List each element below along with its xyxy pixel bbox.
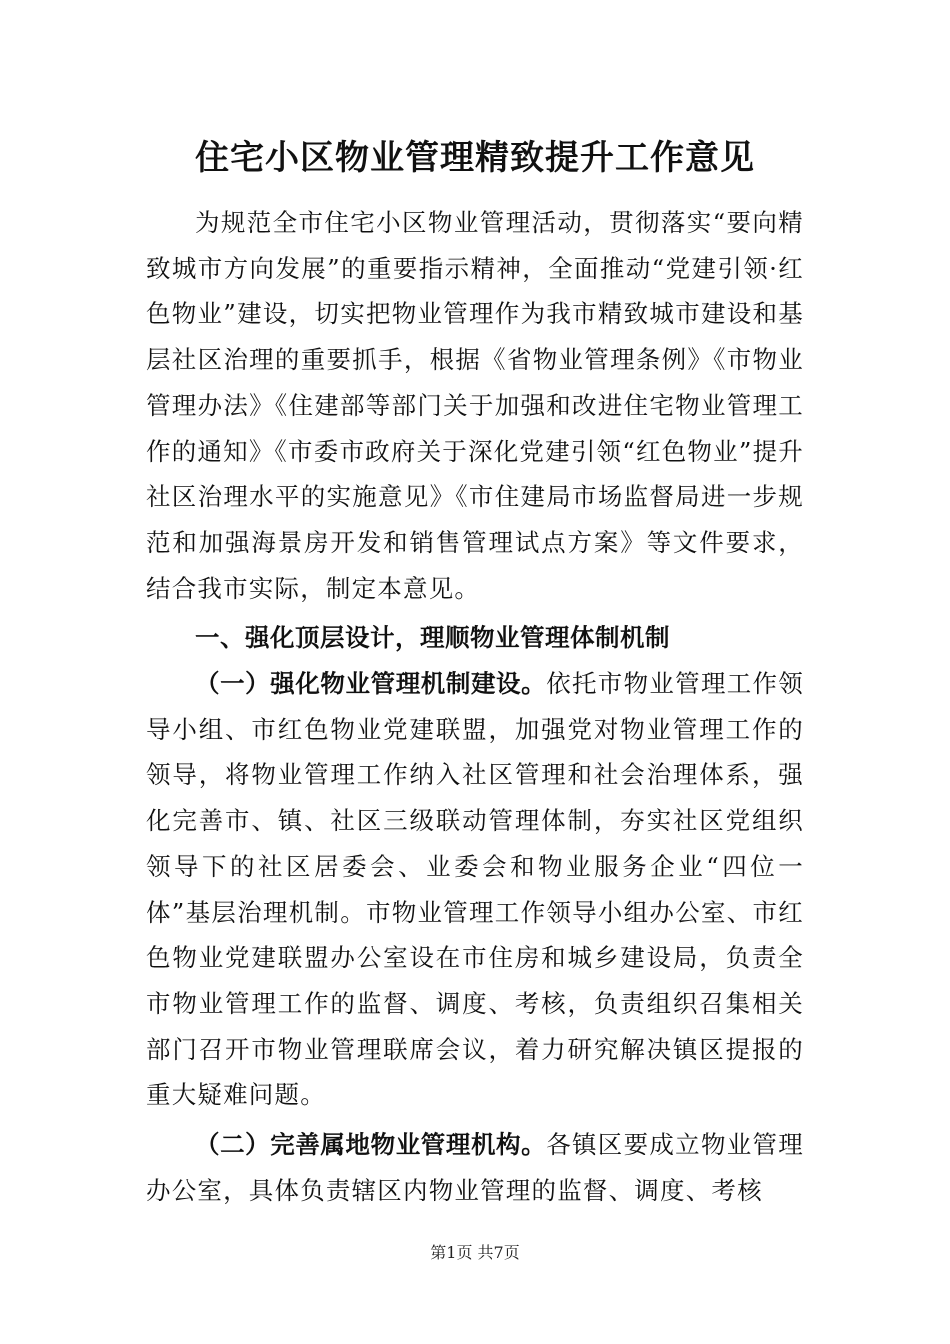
intro-paragraph: 为规范全市住宅小区物业管理活动，贯彻落实“要向精致城市方向发展”的重要指示精神，全面推动“党建引领·红色物业”建设，切实把物业管理作为我市精致城市建设和基层社区治理的重要抓手，根据《省物业管理条例》《市物业管理办法》《住建部等部门关于加强和改进住宅物业管理工作的通知》《市委市政府关于深化党建引领“红色物业”提升社区治理水平的实施意见》《市住建局市场监督局进一步规范和加强海景房开发和销售管理试点方案》等文件要求，结合我市实际，制定本意见。 — [146, 208, 804, 603]
item-1-heading: （一）强化物业管理机制建设。 — [195, 669, 547, 699]
item-1-paragraph — [146, 661, 804, 1118]
item-2-heading: （二）完善属地物业管理机构。 — [195, 1130, 547, 1160]
document-title: 住宅小区物业管理精致提升工作意见 — [195, 138, 755, 178]
item-2-body: 各镇区要成立物业管理办公室，具体负责辖区内物业管理的监督、调度、考核 — [146, 1130, 805, 1205]
section-heading-1: 一、强化顶层设计，理顺物业管理体制机制 — [195, 623, 670, 653]
item-2-paragraph — [146, 1122, 804, 1213]
document-body — [146, 200, 804, 1213]
item-1-body: 依托市物业管理工作领导小组、市红色物业党建联盟，加强党对物业管理工作的领导，将物业管理工作纳入社区管理和社会治理体系，强化完善市、镇、社区三级联动管理体制，夯实社区党组织领导下的社区居委会、业委会和物业服务企业“四位一体”基层治理机制。市物业管理工作领导小组办公室、市红色物业党建联盟办公室设在市住房和城乡建设局，负责全市物业管理工作的监督、调度、考核，负责组织召集相关部门召开市物业管理联席会议，着力研究解决镇区提报的重大疑难问题。 — [146, 669, 805, 1110]
page-number-footer: 第1页 共7页 — [430, 1243, 520, 1262]
